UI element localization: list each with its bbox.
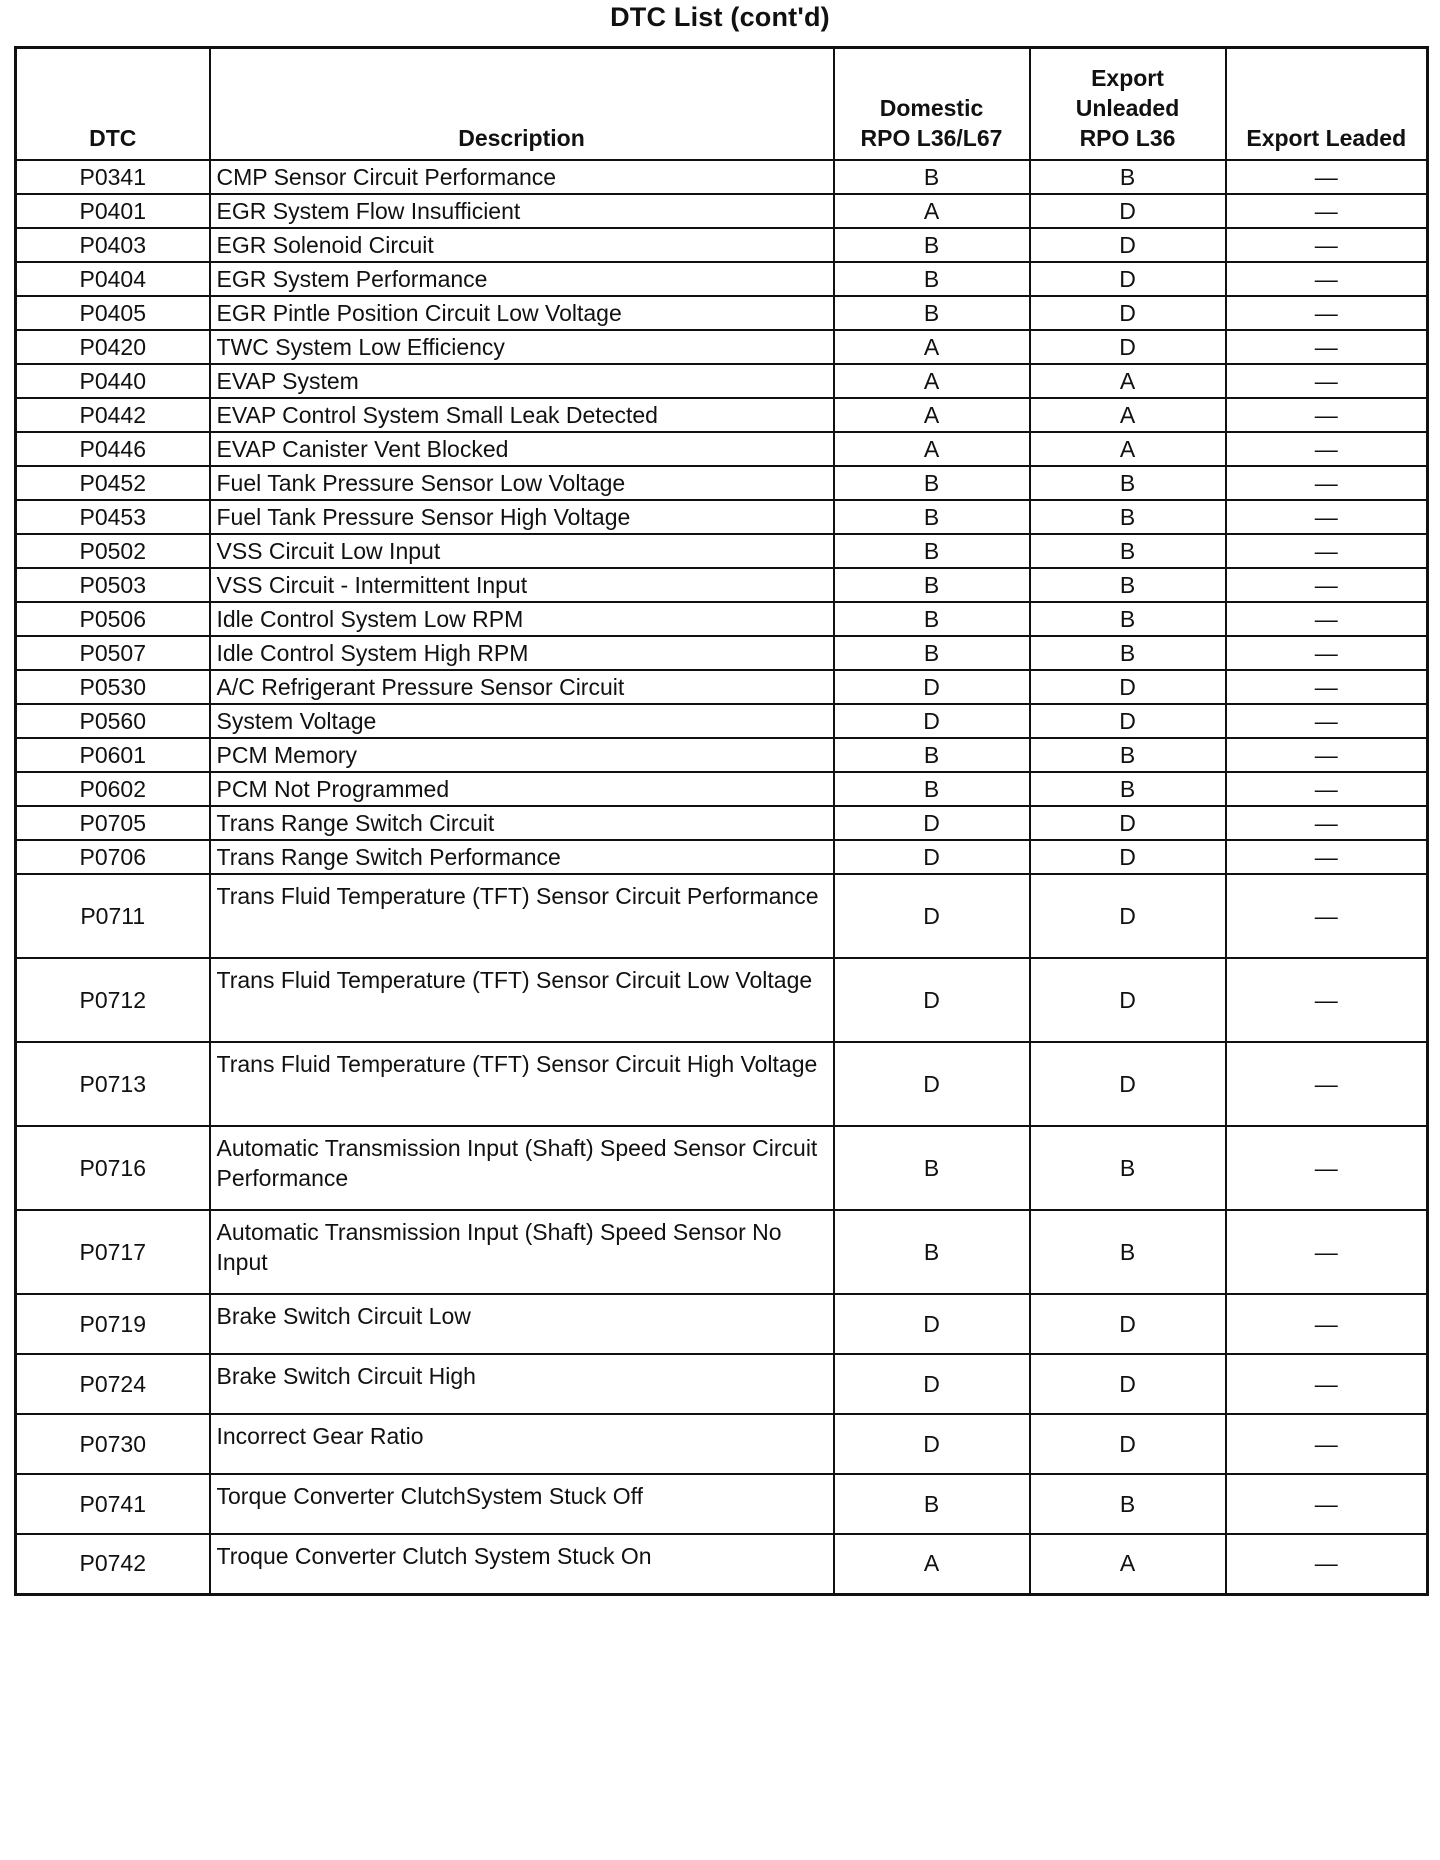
dtc-code: P0724 <box>16 1354 210 1414</box>
table-row <box>16 228 1428 262</box>
export-leaded-value: — <box>1226 840 1428 874</box>
domestic-value: D <box>834 1042 1030 1126</box>
export-unleaded-value: D <box>1030 296 1226 330</box>
export-unleaded-value: D <box>1030 194 1226 228</box>
header-export-unleaded-line2: Unleaded <box>1075 95 1180 121</box>
domestic-value: B <box>834 602 1030 636</box>
dtc-code: P0713 <box>16 1042 210 1126</box>
table-row <box>16 194 1428 228</box>
domestic-value: A <box>834 398 1030 432</box>
dtc-description: EVAP Control System Small Leak Detected <box>210 398 834 432</box>
table-row <box>16 160 1428 194</box>
header-row <box>16 48 1428 161</box>
export-leaded-value: — <box>1226 398 1428 432</box>
dtc-description: Incorrect Gear Ratio <box>210 1414 834 1474</box>
dtc-description: VSS Circuit - Intermittent Input <box>210 568 834 602</box>
dtc-code: P0602 <box>16 772 210 806</box>
dtc-code: P0560 <box>16 704 210 738</box>
export-leaded-value: — <box>1226 1474 1428 1534</box>
domestic-value: A <box>834 330 1030 364</box>
table-row <box>16 1414 1428 1474</box>
export-leaded-value: — <box>1226 772 1428 806</box>
domestic-value: D <box>834 958 1030 1042</box>
export-unleaded-value: B <box>1030 160 1226 194</box>
table-row <box>16 1126 1428 1210</box>
export-unleaded-value: D <box>1030 262 1226 296</box>
dtc-description: EVAP Canister Vent Blocked <box>210 432 834 466</box>
export-unleaded-value: A <box>1030 432 1226 466</box>
header-domestic-line1: Domestic <box>879 95 984 121</box>
table-row <box>16 840 1428 874</box>
export-unleaded-value: D <box>1030 958 1226 1042</box>
dtc-table <box>14 46 1429 1596</box>
dtc-description: EGR Solenoid Circuit <box>210 228 834 262</box>
domestic-value: B <box>834 262 1030 296</box>
dtc-code: P0446 <box>16 432 210 466</box>
export-unleaded-value: A <box>1030 364 1226 398</box>
export-leaded-value: — <box>1226 296 1428 330</box>
table-row <box>16 874 1428 958</box>
dtc-description: Brake Switch Circuit Low <box>210 1294 834 1354</box>
table-row <box>16 772 1428 806</box>
export-unleaded-value: D <box>1030 228 1226 262</box>
dtc-description: Trans Range Switch Performance <box>210 840 834 874</box>
export-leaded-value: — <box>1226 704 1428 738</box>
export-unleaded-value: B <box>1030 602 1226 636</box>
export-leaded-value: — <box>1226 1414 1428 1474</box>
export-leaded-value: — <box>1226 534 1428 568</box>
domestic-value: B <box>834 296 1030 330</box>
domestic-value: B <box>834 772 1030 806</box>
dtc-code: P0507 <box>16 636 210 670</box>
dtc-description: VSS Circuit Low Input <box>210 534 834 568</box>
export-leaded-value: — <box>1226 738 1428 772</box>
dtc-code: P0719 <box>16 1294 210 1354</box>
dtc-code: P0405 <box>16 296 210 330</box>
export-unleaded-value: D <box>1030 704 1226 738</box>
table-row <box>16 500 1428 534</box>
export-unleaded-value: A <box>1030 1534 1226 1594</box>
export-leaded-value: — <box>1226 500 1428 534</box>
export-leaded-value: — <box>1226 228 1428 262</box>
dtc-code: P0705 <box>16 806 210 840</box>
export-leaded-value: — <box>1226 806 1428 840</box>
dtc-description: Fuel Tank Pressure Sensor High Voltage <box>210 500 834 534</box>
header-domestic-line2: RPO L36/L67 <box>860 125 1003 151</box>
dtc-code: P0502 <box>16 534 210 568</box>
domestic-value: B <box>834 568 1030 602</box>
domestic-value: B <box>834 500 1030 534</box>
table-row <box>16 1534 1428 1594</box>
table-row <box>16 1210 1428 1294</box>
export-unleaded-value: D <box>1030 806 1226 840</box>
domestic-value: B <box>834 1474 1030 1534</box>
domestic-value: D <box>834 1354 1030 1414</box>
domestic-value: A <box>834 364 1030 398</box>
export-unleaded-value: D <box>1030 840 1226 874</box>
export-unleaded-value: B <box>1030 772 1226 806</box>
export-unleaded-value: D <box>1030 1294 1226 1354</box>
domestic-value: B <box>834 228 1030 262</box>
table-row <box>16 738 1428 772</box>
export-unleaded-value: B <box>1030 568 1226 602</box>
export-leaded-value: — <box>1226 670 1428 704</box>
table-row <box>16 398 1428 432</box>
dtc-description: Idle Control System Low RPM <box>210 602 834 636</box>
dtc-description: EGR System Flow Insufficient <box>210 194 834 228</box>
export-unleaded-value: D <box>1030 1354 1226 1414</box>
table-row <box>16 1354 1428 1414</box>
dtc-code: P0503 <box>16 568 210 602</box>
table-row <box>16 432 1428 466</box>
export-unleaded-value: B <box>1030 1474 1226 1534</box>
domestic-value: B <box>834 1210 1030 1294</box>
export-unleaded-value: D <box>1030 874 1226 958</box>
dtc-description: EVAP System <box>210 364 834 398</box>
dtc-description: EGR Pintle Position Circuit Low Voltage <box>210 296 834 330</box>
export-leaded-value: — <box>1226 160 1428 194</box>
export-leaded-value: — <box>1226 1354 1428 1414</box>
export-unleaded-value: B <box>1030 466 1226 500</box>
dtc-code: P0601 <box>16 738 210 772</box>
export-leaded-value: — <box>1226 1042 1428 1126</box>
domestic-value: D <box>834 670 1030 704</box>
export-unleaded-value: B <box>1030 500 1226 534</box>
domestic-value: A <box>834 432 1030 466</box>
dtc-code: P0711 <box>16 874 210 958</box>
domestic-value: B <box>834 160 1030 194</box>
export-unleaded-value: B <box>1030 534 1226 568</box>
dtc-description: TWC System Low Efficiency <box>210 330 834 364</box>
table-row <box>16 296 1428 330</box>
header-export-unleaded <box>1030 48 1226 161</box>
domestic-value: B <box>834 534 1030 568</box>
dtc-code: P0742 <box>16 1534 210 1594</box>
dtc-description: PCM Not Programmed <box>210 772 834 806</box>
domestic-value: D <box>834 874 1030 958</box>
dtc-code: P0401 <box>16 194 210 228</box>
export-leaded-value: — <box>1226 262 1428 296</box>
dtc-code: P0506 <box>16 602 210 636</box>
dtc-description: System Voltage <box>210 704 834 738</box>
domestic-value: B <box>834 466 1030 500</box>
export-unleaded-value: B <box>1030 1210 1226 1294</box>
export-leaded-value: — <box>1226 874 1428 958</box>
domestic-value: D <box>834 806 1030 840</box>
header-dtc: DTC <box>16 48 210 161</box>
table-row <box>16 806 1428 840</box>
header-description: Description <box>210 48 834 161</box>
export-unleaded-value: D <box>1030 670 1226 704</box>
table-row <box>16 1042 1428 1126</box>
dtc-description: CMP Sensor Circuit Performance <box>210 160 834 194</box>
domestic-value: D <box>834 1414 1030 1474</box>
table-row <box>16 534 1428 568</box>
export-leaded-value: — <box>1226 636 1428 670</box>
export-leaded-value: — <box>1226 1534 1428 1594</box>
table-row <box>16 330 1428 364</box>
export-leaded-value: — <box>1226 1294 1428 1354</box>
dtc-description: Brake Switch Circuit High <box>210 1354 834 1414</box>
export-leaded-value: — <box>1226 958 1428 1042</box>
domestic-value: B <box>834 1126 1030 1210</box>
dtc-description: Trans Fluid Temperature (TFT) Sensor Circuit Low Voltage <box>210 958 834 1042</box>
table-row <box>16 1294 1428 1354</box>
export-unleaded-value: B <box>1030 1126 1226 1210</box>
export-unleaded-value: B <box>1030 738 1226 772</box>
export-unleaded-value: D <box>1030 1042 1226 1126</box>
dtc-description: PCM Memory <box>210 738 834 772</box>
export-leaded-value: — <box>1226 330 1428 364</box>
dtc-code: P0403 <box>16 228 210 262</box>
table-row <box>16 636 1428 670</box>
page-title: DTC List (cont'd) <box>610 2 830 32</box>
dtc-code: P0341 <box>16 160 210 194</box>
export-leaded-value: — <box>1226 568 1428 602</box>
domestic-value: A <box>834 194 1030 228</box>
header-export-unleaded-line3: RPO L36 <box>1079 125 1176 151</box>
dtc-description: A/C Refrigerant Pressure Sensor Circuit <box>210 670 834 704</box>
dtc-description: Torque Converter ClutchSystem Stuck Off <box>210 1474 834 1534</box>
dtc-description: Automatic Transmission Input (Shaft) Speed Sensor No Input <box>210 1210 834 1294</box>
table-body <box>16 160 1428 1594</box>
dtc-code: P0442 <box>16 398 210 432</box>
table-row <box>16 1474 1428 1534</box>
dtc-description: EGR System Performance <box>210 262 834 296</box>
table-row <box>16 568 1428 602</box>
dtc-description: Automatic Transmission Input (Shaft) Speed Sensor Circuit Performance <box>210 1126 834 1210</box>
export-unleaded-value: D <box>1030 330 1226 364</box>
dtc-description: Idle Control System High RPM <box>210 636 834 670</box>
export-leaded-value: — <box>1226 602 1428 636</box>
export-unleaded-value: D <box>1030 1414 1226 1474</box>
dtc-description: Troque Converter Clutch System Stuck On <box>210 1534 834 1594</box>
table-row <box>16 704 1428 738</box>
table-row <box>16 262 1428 296</box>
domestic-value: D <box>834 840 1030 874</box>
dtc-code: P0717 <box>16 1210 210 1294</box>
table-row <box>16 670 1428 704</box>
dtc-code: P0452 <box>16 466 210 500</box>
export-leaded-value: — <box>1226 432 1428 466</box>
table-row <box>16 602 1428 636</box>
dtc-code: P0530 <box>16 670 210 704</box>
dtc-description: Trans Fluid Temperature (TFT) Sensor Circuit High Voltage <box>210 1042 834 1126</box>
dtc-code: P0404 <box>16 262 210 296</box>
export-unleaded-value: B <box>1030 636 1226 670</box>
dtc-code: P0706 <box>16 840 210 874</box>
dtc-code: P0716 <box>16 1126 210 1210</box>
dtc-description: Trans Fluid Temperature (TFT) Sensor Circuit Performance <box>210 874 834 958</box>
export-unleaded-value: A <box>1030 398 1226 432</box>
domestic-value: D <box>834 1294 1030 1354</box>
export-leaded-value: — <box>1226 194 1428 228</box>
domestic-value: B <box>834 738 1030 772</box>
export-leaded-value: — <box>1226 466 1428 500</box>
domestic-value: B <box>834 636 1030 670</box>
table-row <box>16 958 1428 1042</box>
dtc-description: Trans Range Switch Circuit <box>210 806 834 840</box>
dtc-code: P0453 <box>16 500 210 534</box>
domestic-value: A <box>834 1534 1030 1594</box>
dtc-code: P0730 <box>16 1414 210 1474</box>
header-domestic <box>834 48 1030 161</box>
table-row <box>16 364 1428 398</box>
export-leaded-value: — <box>1226 1210 1428 1294</box>
dtc-code: P0440 <box>16 364 210 398</box>
dtc-code: P0741 <box>16 1474 210 1534</box>
header-export-leaded: Export Leaded <box>1226 48 1428 161</box>
dtc-description: Fuel Tank Pressure Sensor Low Voltage <box>210 466 834 500</box>
export-leaded-value: — <box>1226 364 1428 398</box>
dtc-code: P0420 <box>16 330 210 364</box>
domestic-value: D <box>834 704 1030 738</box>
header-export-unleaded-line1: Export <box>1091 65 1164 91</box>
export-leaded-value: — <box>1226 1126 1428 1210</box>
dtc-code: P0712 <box>16 958 210 1042</box>
table-row <box>16 466 1428 500</box>
